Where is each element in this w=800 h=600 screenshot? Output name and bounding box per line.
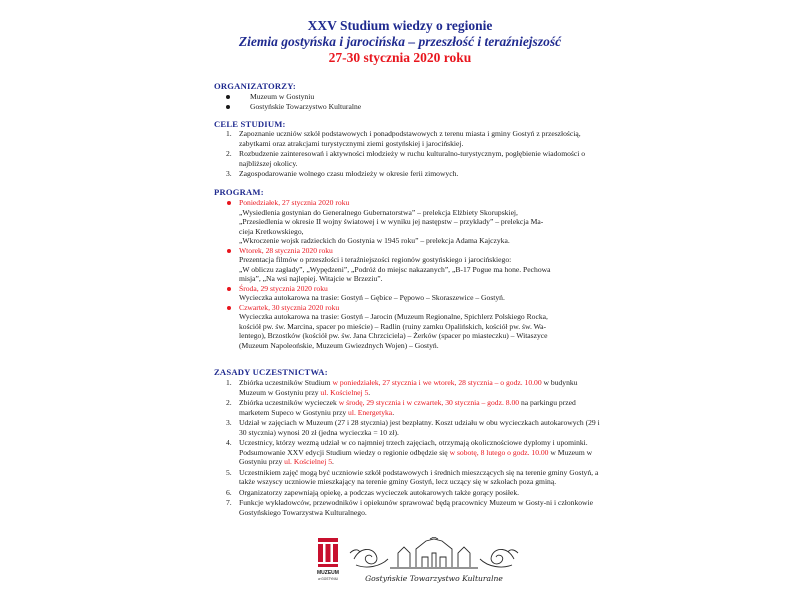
muzeum-logo-name: MUZEUM xyxy=(317,570,339,576)
muzeum-logo-sub: w GOSTYNIU xyxy=(318,577,338,581)
program-day-wednesday: Środa, 29 stycznia 2020 roku xyxy=(226,284,606,294)
document-title: XXV Studium wiedzy o regionie xyxy=(307,18,493,33)
goals-heading: CELE STUDIUM: xyxy=(214,119,286,129)
organizer-item: Gostyńskie Towarzystwo Kulturalne xyxy=(226,102,606,112)
gtk-logo-name: Gostyńskie Towarzystwo Kulturalne xyxy=(365,574,503,583)
goal-item: 3. Zagospodarowanie wolnego czasu młodzieży w okresie ferii zimowych. xyxy=(226,169,459,178)
muzeum-logo xyxy=(315,537,341,583)
bullet-icon xyxy=(226,105,230,109)
gtk-logo xyxy=(346,537,522,587)
rule-item: 4. Uczestnicy, którzy wezmą udział w co najmniej trzech zajęciach, otrzymają okolicznościowe dyplomy i upominki. Podsumowanie XXV edycji Studium wiedzy o regionie odbędzie się w sobotę, 8 lutego o godz. 10.00 w Muzeum w Gostyniu przy ul. Kościelnej 5. xyxy=(226,438,593,466)
program-day-body: Prezentacja filmów o przeszłości i teraźniejszości regionów gostyńskiego i jarocińskiego: „W obliczu zagłady”, „Wypędzeni”, „Podróż do miejsc nakazanych”, „B-17 Pogue ma hone. Pechowa misja”, „Na wsi najlepiej. Witajcie w Brzeziu”. xyxy=(239,255,551,283)
rule-item: 2. Zbiórka uczestników wycieczek w środę, 29 stycznia i w czwartek, 30 stycznia – godz. 8.00 na parkingu przed marketem Supeco w Gostyniu przy ul. Energetyka. xyxy=(226,398,576,417)
rule-item: 6. Organizatorzy zapewniają opiekę, a podczas wycieczek autokarowych także gorący posiłek. xyxy=(226,487,520,497)
organizer-item: Muzeum w Gostyniu xyxy=(226,92,606,102)
program-heading: PROGRAM: xyxy=(214,187,264,197)
bullet-icon xyxy=(227,201,231,205)
rule-item: 5. Uczestnikiem zajęć mogą być uczniowie szkół podstawowych i średnich mieszczących się na terenie gminy Gostyń, a także wszyscy uczniowie mieszkający na terenie gminy Gostyń, lecz uczący się w szkołach poza gminą. xyxy=(226,467,599,486)
goal-item: 2. Rozbudzenie zainteresowań i aktywności młodzieży w ruchu kulturalno-turystycznym, pogłębienie wiadomości o najbliższej okolicy. xyxy=(226,149,586,168)
rules-heading: ZASADY UCZESTNICTWA: xyxy=(214,367,328,377)
organizers-heading: ORGANIZATORZY: xyxy=(214,81,296,91)
program-day-body: „Wysiedlenia gostynian do Generalnego Gubernatorstwa” – prelekcja Elżbiety Skorupskiej, „Przesiedlenia w okresie II wojny światowej i w wyniku jej następstw – przykłady” – prelekcja Ma- cieja Kretkowskiego, „Wkroczenie wojsk radzieckich do Gostynia w 1945 roku” – prelekcja Adama Kajczyka. xyxy=(239,207,544,245)
bullet-icon xyxy=(226,95,230,99)
rule-item: 1. Zbiórka uczestników Studium w poniedziałek, 27 stycznia i we wtorek, 28 stycznia – o godz. 10.00 w budynku Muzeum w Gostyniu przy ul. Kościelnej 5. xyxy=(226,378,578,397)
program-schedule xyxy=(226,198,606,350)
document-header xyxy=(200,18,600,66)
goals-list xyxy=(226,129,606,180)
program-day-thursday: Czwartek, 30 stycznia 2020 roku xyxy=(226,303,606,313)
event-dates: 27-30 stycznia 2020 roku xyxy=(328,50,472,65)
rule-item: 7. Funkcje wykładowców, przewodników i opiekunów sprawować będą pracownicy Muzeum w Gosty-ni i członkowie Gostyńskiego Towarzystwa Kulturalnego. xyxy=(226,498,594,517)
program-day-body: Wycieczka autokarowa na trasie: Gostyń – Jarocin (Muzeum Regionalne, Spichlerz Polskiego Rocka, kościół pw. św. Marcina, spacer po mieście) – Radlin (ruiny zamku Opalińskich, kościół pw. św. Wa- lentego), Brzostków (kościół pw. św. Jana Chrzciciela) – Żerków (spacer po miasteczku) – Witaszyce (Muzeum Napoleońskie, Muzeum Gwiezdnych Wojen) – Gostyń. xyxy=(239,312,548,350)
program-day-body: Wycieczka autokarowa na trasie: Gostyń – Gębice – Pępowo – Skoraszewice – Gostyń. xyxy=(239,293,505,302)
program-day-tuesday: Wtorek, 28 stycznia 2020 roku xyxy=(226,246,606,256)
bullet-icon xyxy=(227,287,231,291)
rules-list xyxy=(226,378,606,518)
rule-item: 3. Udział w zajęciach w Muzeum (27 i 28 stycznia) jest bezpłatny. Koszt udziału w obu wycieczkach autokarowych (29 i 30 stycznia) wynosi 20 zł (jedna wycieczka = 10 zł). xyxy=(226,418,600,437)
program-day-monday: Poniedziałek, 27 stycznia 2020 roku xyxy=(226,198,606,208)
bullet-icon xyxy=(227,249,231,253)
organizers-list xyxy=(226,92,606,112)
bullet-icon xyxy=(227,306,231,310)
document-subtitle: Ziemia gostyńska i jarocińska – przeszłość i teraźniejszość xyxy=(238,34,562,49)
goal-item: 1. Zapoznanie uczniów szkół podstawowych i ponadpodstawowych z terenu miasta i gminy Gostyń z przeszłością, zabytkami oraz atrakcjami turystycznymi ziemi gostyńskiej i jarocińskiej. xyxy=(226,129,581,148)
